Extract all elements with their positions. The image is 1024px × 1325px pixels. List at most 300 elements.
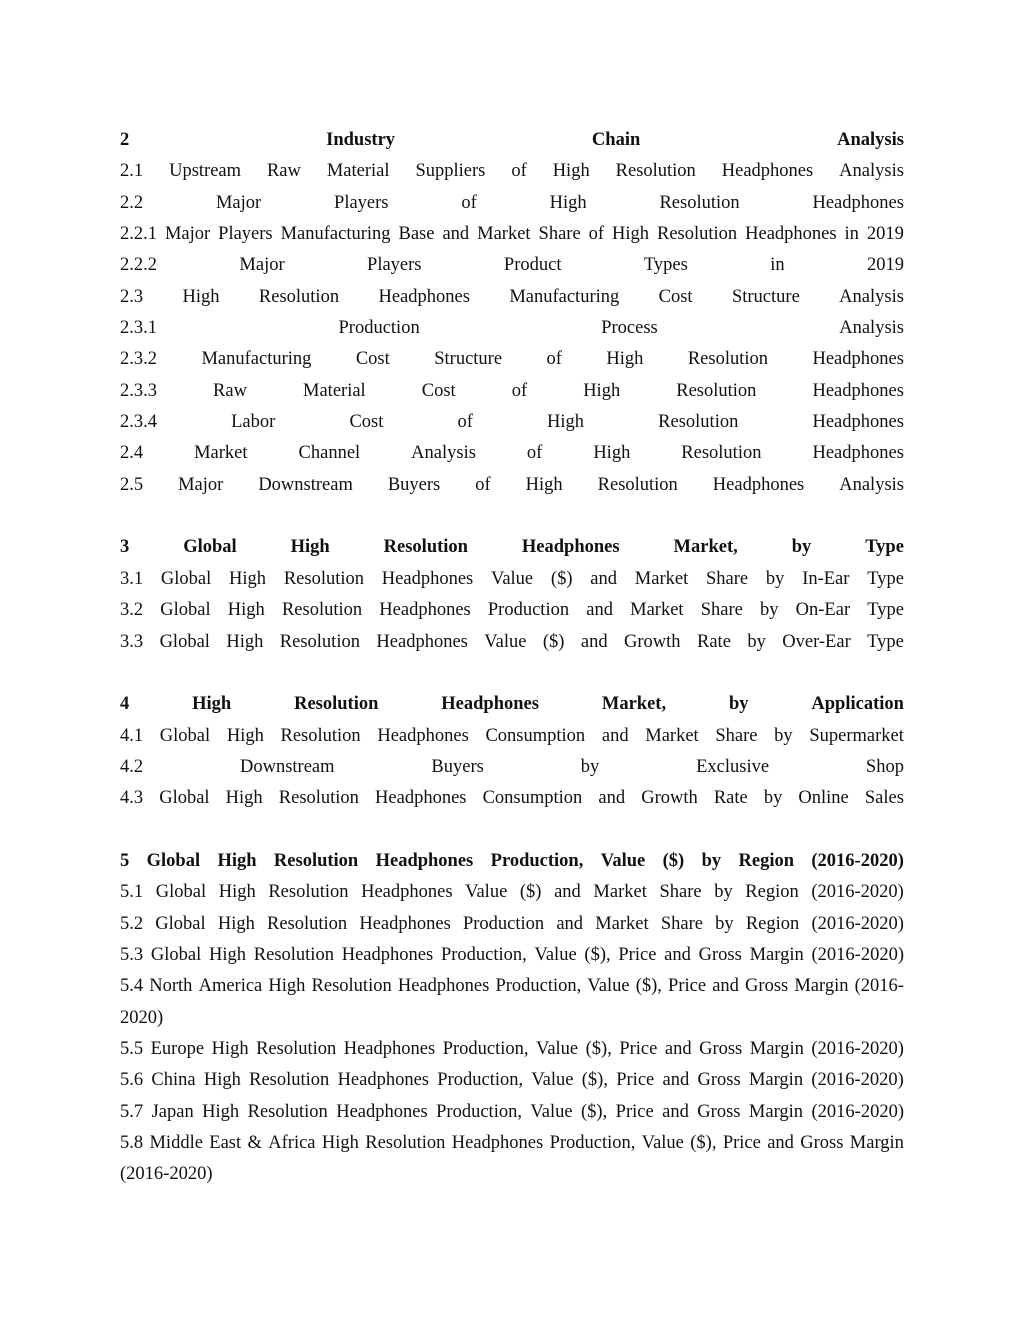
- word: Over-Ear: [782, 631, 851, 652]
- word: and: [662, 1101, 689, 1122]
- word: 5.3: [120, 944, 144, 965]
- word: by: [714, 882, 733, 903]
- word: Headphones: [812, 349, 904, 370]
- word: Type: [867, 568, 904, 589]
- word: High: [552, 161, 590, 182]
- toc-entry: [120, 1065, 904, 1096]
- word: Exclusive: [696, 756, 770, 777]
- word: Japan: [151, 1101, 194, 1122]
- word: Region: [745, 882, 799, 903]
- word: of: [457, 412, 473, 433]
- word: Headphones: [337, 1070, 430, 1091]
- word: Headphones: [441, 694, 539, 715]
- word: Production,: [436, 1101, 522, 1122]
- word: Manufacturing: [280, 224, 391, 245]
- toc-entry: [120, 877, 904, 908]
- word: of: [588, 224, 605, 245]
- word: Gross: [697, 1070, 741, 1091]
- word: High: [217, 850, 257, 871]
- word: 2019: [867, 255, 904, 276]
- word: ($): [550, 568, 573, 589]
- word: and: [442, 224, 470, 245]
- word: High: [583, 380, 621, 401]
- word: Price: [616, 1070, 655, 1091]
- word: Region: [738, 850, 795, 871]
- word: Major: [164, 224, 211, 245]
- word: Buyers: [431, 756, 484, 777]
- word: Margin: [849, 1133, 904, 1153]
- word: Process: [601, 318, 658, 339]
- word: Value: [491, 568, 534, 589]
- word: and: [580, 631, 608, 652]
- word: Headphones: [375, 850, 474, 871]
- toc-entry: (2016-2020): [120, 1164, 213, 1185]
- toc-entry: [120, 219, 904, 250]
- word: High: [202, 1101, 240, 1122]
- word: ($),: [581, 1101, 608, 1122]
- word: Headphones: [521, 537, 620, 558]
- word: 2.1: [120, 161, 144, 182]
- word: High: [290, 537, 330, 558]
- word: ($),: [581, 1070, 608, 1091]
- word: Resolution: [365, 1133, 446, 1153]
- toc-entry: [120, 470, 904, 501]
- word: in: [770, 255, 785, 276]
- toc-entry: [120, 376, 904, 407]
- toc-entry: [120, 971, 904, 1002]
- word: Headphones: [377, 725, 469, 746]
- word: Headphones: [359, 913, 451, 934]
- word: ($),: [585, 1038, 612, 1059]
- word: (2016-2020): [811, 1070, 904, 1091]
- word: Headphones: [721, 161, 814, 182]
- word: Gross: [697, 1101, 741, 1122]
- word: by: [715, 913, 734, 934]
- word: Material: [303, 380, 366, 401]
- word: 2.3.2: [120, 349, 157, 370]
- word: by: [774, 725, 793, 746]
- word: 2.3.4: [120, 412, 157, 433]
- blank-line: [120, 658, 904, 689]
- toc-entry: [120, 940, 904, 971]
- word: 5.8: [120, 1133, 144, 1153]
- word: by: [765, 568, 785, 589]
- word: Application: [811, 694, 904, 715]
- word: Headphones: [451, 1133, 544, 1153]
- word: Cost: [421, 380, 456, 401]
- word: Value: [465, 882, 508, 903]
- word: High: [226, 725, 264, 746]
- word: Industry: [326, 130, 396, 150]
- word: Global: [146, 850, 201, 871]
- word: Major: [239, 255, 285, 276]
- word: Chain: [591, 130, 641, 150]
- word: Margin: [749, 944, 804, 965]
- word: 5.7: [120, 1101, 144, 1122]
- word: America: [198, 976, 263, 997]
- word: and: [590, 568, 617, 589]
- word: (2016-2020): [811, 1038, 904, 1059]
- word: and: [586, 600, 613, 621]
- word: 2.3: [120, 286, 144, 307]
- word: Price: [619, 1038, 658, 1059]
- word: Production: [338, 318, 420, 339]
- word: Headphones: [376, 631, 468, 652]
- word: Value: [641, 1133, 684, 1153]
- word: Resolution: [658, 412, 739, 433]
- word: Headphones: [381, 568, 474, 589]
- word: Consumption: [485, 725, 586, 746]
- word: Production,: [490, 850, 584, 871]
- word: Europe: [150, 1038, 205, 1059]
- word: Margin: [794, 976, 849, 997]
- word: High: [612, 224, 650, 245]
- word: Headphones: [379, 600, 471, 621]
- word: Global: [155, 913, 206, 934]
- word: Production,: [495, 976, 582, 997]
- word: Share: [660, 913, 703, 934]
- section-heading: [120, 689, 904, 720]
- word: Headphones: [397, 976, 490, 997]
- word: of: [526, 443, 543, 464]
- word: East: [209, 1133, 242, 1153]
- word: Resolution: [268, 882, 349, 903]
- blank-line: [120, 501, 904, 532]
- word: On-Ear: [795, 600, 851, 621]
- word: Material: [326, 161, 390, 182]
- word: High: [203, 1070, 241, 1091]
- word: High: [321, 1133, 359, 1153]
- word: 4.2: [120, 756, 144, 777]
- word: in: [844, 224, 859, 245]
- word: Analysis: [837, 130, 904, 150]
- word: and: [664, 944, 691, 965]
- word: Analysis: [839, 318, 904, 339]
- word: 2019: [866, 224, 904, 245]
- word: and: [556, 913, 584, 934]
- toc-entry: [120, 1097, 904, 1128]
- word: Labor: [231, 412, 276, 433]
- toc-entry: [120, 1034, 904, 1065]
- word: Margin: [749, 1038, 804, 1059]
- word: and: [664, 1038, 692, 1059]
- word: 3.1: [120, 568, 144, 589]
- toc-entry: [120, 282, 904, 313]
- word: Gross: [698, 944, 742, 965]
- word: Share: [659, 882, 702, 903]
- word: Gross: [699, 1038, 743, 1059]
- word: Production,: [549, 1133, 636, 1153]
- word: Africa: [268, 1133, 316, 1153]
- toc-entry: [120, 909, 904, 940]
- word: 2.3.3: [120, 380, 157, 401]
- word: Resolution: [311, 976, 392, 997]
- word: Players: [218, 224, 273, 245]
- word: of: [511, 161, 527, 182]
- word: 4.3: [120, 788, 144, 809]
- word: Headphones: [812, 192, 904, 213]
- word: (2016-2020): [811, 944, 904, 965]
- word: Shop: [865, 756, 904, 777]
- word: Downstream: [258, 474, 353, 495]
- word: 3.2: [120, 600, 144, 621]
- word: High: [217, 913, 255, 934]
- word: Resolution: [615, 161, 696, 182]
- word: (2016-: [854, 976, 904, 997]
- word: by: [701, 850, 722, 871]
- word: Headphones: [712, 474, 805, 495]
- toc-entry: [120, 1128, 904, 1159]
- word: Market: [194, 443, 248, 464]
- word: Market: [645, 725, 699, 746]
- word: Resolution: [267, 913, 348, 934]
- word: 3.3: [120, 631, 144, 652]
- word: of: [546, 349, 562, 370]
- word: Cost: [658, 286, 693, 307]
- word: Resolution: [279, 631, 360, 652]
- word: Share: [538, 224, 581, 245]
- word: Production,: [442, 1038, 529, 1059]
- word: High: [549, 192, 587, 213]
- word: Market: [630, 600, 684, 621]
- word: Value: [531, 1070, 574, 1091]
- word: High: [226, 631, 264, 652]
- word: (2016-2020): [811, 850, 904, 871]
- word: Resolution: [383, 537, 468, 558]
- word: High: [218, 882, 256, 903]
- word: Production: [487, 600, 570, 621]
- word: Rate: [697, 631, 731, 652]
- word: Analysis: [411, 443, 476, 464]
- word: High: [593, 443, 631, 464]
- toc-entry: [120, 313, 904, 344]
- section-heading: [120, 125, 904, 156]
- word: Value: [587, 976, 630, 997]
- word: Growth: [624, 631, 681, 652]
- word: Market: [634, 568, 689, 589]
- word: ($),: [635, 976, 662, 997]
- word: Resolution: [687, 349, 768, 370]
- word: 2.5: [120, 474, 144, 495]
- word: Structure: [434, 349, 503, 370]
- toc-entry: [120, 250, 904, 281]
- word: High: [192, 694, 232, 715]
- word: High: [227, 600, 265, 621]
- word: Price: [618, 944, 657, 965]
- word: Headphones: [812, 412, 904, 433]
- toc-entry: [120, 721, 904, 752]
- word: Global: [159, 725, 211, 746]
- word: Structure: [731, 286, 800, 307]
- word: Resolution: [247, 1101, 328, 1122]
- word: Downstream: [240, 756, 335, 777]
- word: Headphones: [375, 788, 467, 809]
- word: Global: [160, 600, 211, 621]
- word: Resolution: [273, 850, 359, 871]
- word: Gross: [745, 976, 789, 997]
- word: 3: [120, 537, 130, 558]
- document-page: [120, 125, 904, 1191]
- word: Production,: [440, 944, 527, 965]
- blank-line: [120, 815, 904, 846]
- word: (2016-2020): [811, 882, 904, 903]
- word: High: [268, 976, 306, 997]
- toc-entry: [120, 407, 904, 438]
- word: Headphones: [812, 380, 904, 401]
- word: Cost: [355, 349, 390, 370]
- word: of: [475, 474, 491, 495]
- word: Players: [334, 192, 389, 213]
- word: by: [580, 756, 600, 777]
- word: Middle: [149, 1133, 203, 1153]
- section-heading: [120, 532, 904, 563]
- word: Production: [462, 913, 545, 934]
- word: Product: [503, 255, 562, 276]
- toc-entry: [120, 752, 904, 783]
- toc-entry: [120, 344, 904, 375]
- section-heading: [120, 846, 904, 877]
- word: Global: [150, 944, 202, 965]
- toc-entry: [120, 564, 904, 595]
- word: Market: [595, 913, 649, 934]
- word: ($): [662, 850, 685, 871]
- word: Price: [615, 1101, 654, 1122]
- word: Value: [536, 1038, 579, 1059]
- word: Analysis: [839, 286, 904, 307]
- word: 5.1: [120, 882, 144, 903]
- word: Major: [178, 474, 224, 495]
- word: Headphones: [378, 286, 470, 307]
- word: 2.2.2: [120, 255, 157, 276]
- word: Raw: [266, 161, 301, 182]
- word: Margin: [748, 1101, 804, 1122]
- word: Resolution: [283, 568, 364, 589]
- word: of: [461, 192, 477, 213]
- word: In-Ear: [802, 568, 850, 589]
- word: by: [763, 788, 783, 809]
- word: Market,: [673, 537, 738, 558]
- word: and: [554, 882, 581, 903]
- word: Resolution: [256, 1038, 337, 1059]
- toc-entry: 2020): [120, 1007, 164, 1028]
- word: Resolution: [281, 600, 363, 621]
- word: High: [182, 286, 220, 307]
- word: 5.2: [120, 913, 144, 934]
- word: Type: [867, 631, 904, 652]
- word: Buyers: [387, 474, 441, 495]
- word: Resolution: [249, 1070, 330, 1091]
- word: and: [662, 1070, 690, 1091]
- word: Channel: [298, 443, 361, 464]
- word: Global: [160, 568, 212, 589]
- toc-entry: [120, 595, 904, 626]
- word: Headphones: [812, 443, 904, 464]
- word: and: [712, 976, 739, 997]
- word: Headphones: [343, 1038, 436, 1059]
- word: High: [211, 1038, 249, 1059]
- word: Price: [722, 1133, 761, 1153]
- word: Sales: [864, 788, 904, 809]
- word: Headphones: [336, 1101, 428, 1122]
- word: and: [598, 788, 626, 809]
- word: 2: [120, 130, 130, 150]
- word: High: [229, 568, 267, 589]
- word: ($),: [584, 944, 611, 965]
- word: China: [151, 1070, 196, 1091]
- word: 2.3.1: [120, 318, 157, 339]
- word: of: [511, 380, 528, 401]
- toc-entry: [120, 627, 904, 658]
- word: by: [747, 631, 766, 652]
- word: Raw: [213, 380, 247, 401]
- word: Analysis: [839, 474, 904, 495]
- word: Analysis: [839, 161, 904, 182]
- word: 5.5: [120, 1038, 144, 1059]
- word: Growth: [641, 788, 698, 809]
- word: Base: [398, 224, 435, 245]
- word: and: [767, 1133, 794, 1153]
- word: Resolution: [294, 694, 379, 715]
- toc-entry: [120, 156, 904, 187]
- word: Gross: [800, 1133, 844, 1153]
- word: 5: [120, 850, 130, 871]
- word: Resolution: [280, 725, 361, 746]
- word: Type: [865, 537, 904, 558]
- word: Value: [600, 850, 646, 871]
- word: Global: [155, 882, 207, 903]
- word: Cost: [349, 412, 384, 433]
- word: 5.4: [120, 976, 144, 997]
- word: Value: [484, 631, 527, 652]
- word: Share: [700, 600, 743, 621]
- word: Market: [477, 224, 531, 245]
- word: Resolution: [681, 443, 762, 464]
- word: 2.4: [120, 443, 144, 464]
- word: Resolution: [278, 788, 359, 809]
- word: Upstream: [169, 161, 242, 182]
- toc-entry: [120, 783, 904, 814]
- word: Region: [745, 913, 800, 934]
- word: Headphones: [745, 224, 837, 245]
- word: High: [606, 349, 644, 370]
- word: 2.2.1: [120, 224, 157, 245]
- word: Supermarket: [809, 725, 904, 746]
- word: &: [247, 1133, 262, 1153]
- word: Margin: [748, 1070, 804, 1091]
- word: Share: [706, 568, 749, 589]
- word: Resolution: [676, 380, 757, 401]
- word: Global: [159, 788, 210, 809]
- word: (2016-2020): [811, 913, 904, 934]
- word: 5.6: [120, 1070, 144, 1091]
- word: ($): [542, 631, 565, 652]
- word: North: [149, 976, 193, 997]
- word: Resolution: [253, 944, 334, 965]
- word: 2.2: [120, 192, 144, 213]
- word: ($): [519, 882, 542, 903]
- word: High: [209, 944, 247, 965]
- word: Consumption: [482, 788, 583, 809]
- word: 4: [120, 694, 130, 715]
- word: Resolution: [597, 474, 678, 495]
- word: by: [791, 537, 812, 558]
- word: Value: [534, 944, 577, 965]
- word: Type: [867, 600, 904, 621]
- word: Rate: [713, 788, 748, 809]
- word: Production,: [437, 1070, 524, 1091]
- word: Manufacturing: [509, 286, 620, 307]
- word: Resolution: [656, 224, 738, 245]
